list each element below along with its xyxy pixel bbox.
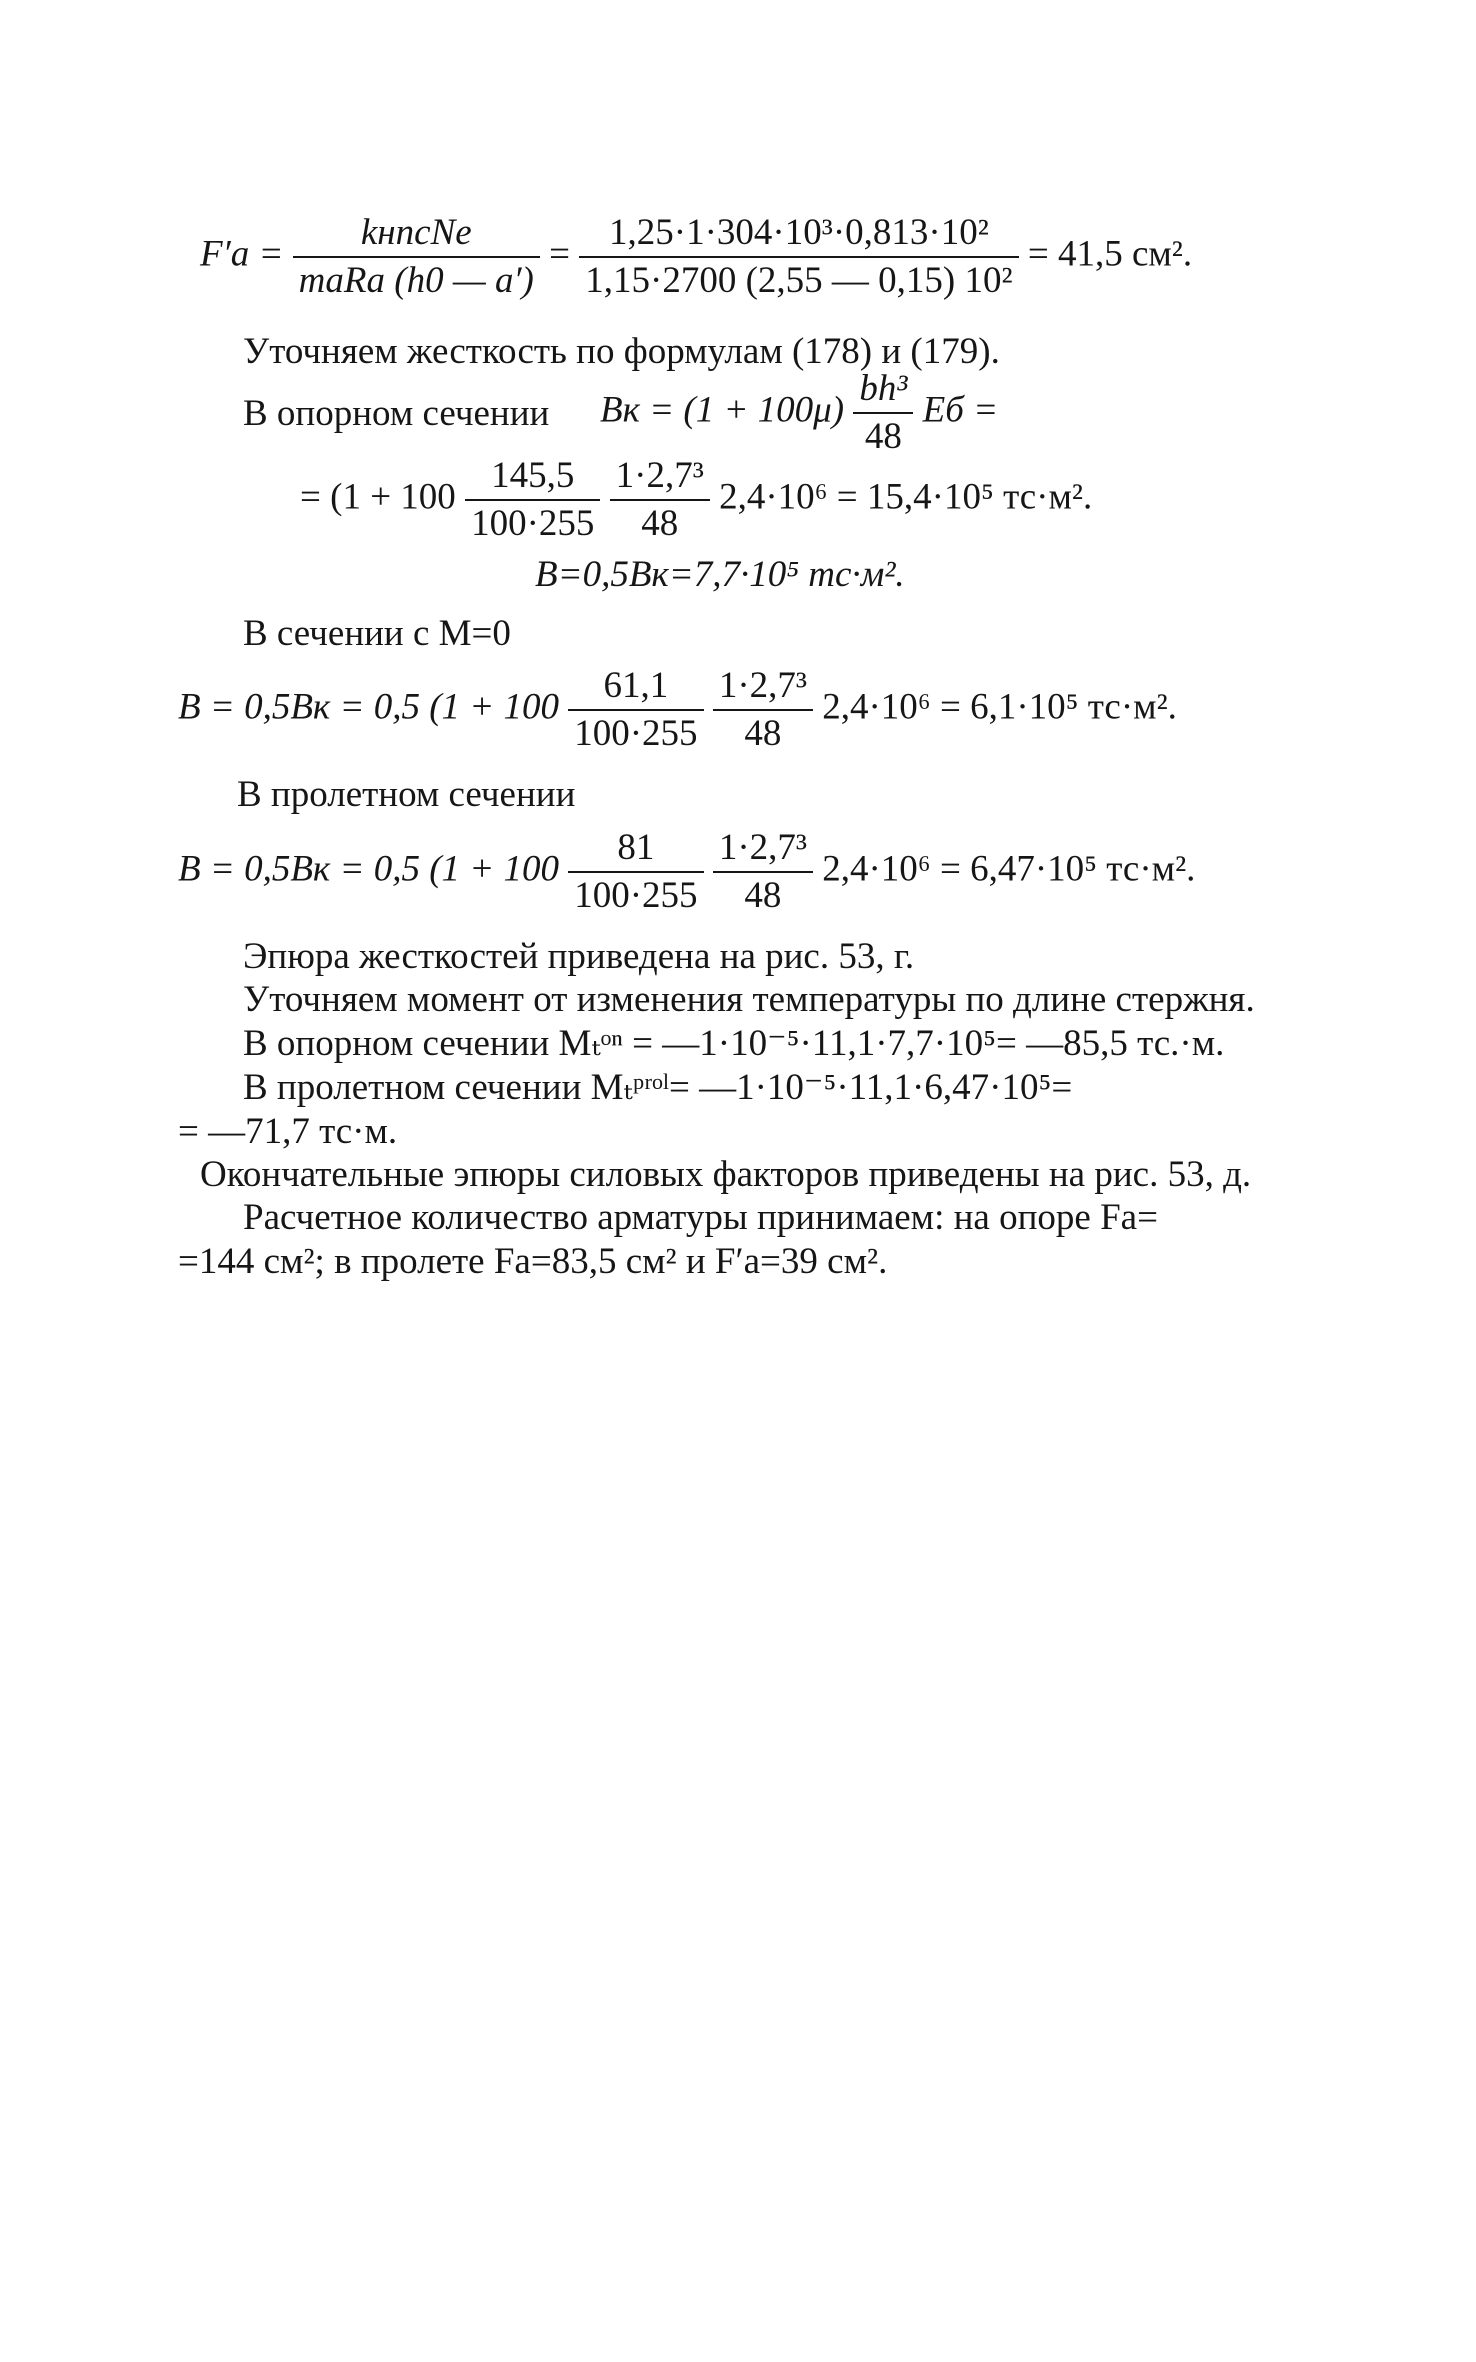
- formula-5-num-1: 61,1: [568, 665, 703, 711]
- paragraph-span-section: В пролетном сечении: [237, 774, 576, 815]
- formula-2-rhs: Eб =: [922, 389, 999, 431]
- formula-2-fraction: [853, 368, 913, 458]
- formula-3-den-1: 100·255: [471, 503, 595, 544]
- formula-1: [200, 212, 1192, 302]
- formula-5-fraction-2: [713, 665, 813, 755]
- formula-2-num: bh³: [853, 368, 913, 414]
- support-section-label: В опорном сечении: [243, 393, 550, 434]
- formula-5-num-2: 1·2,7³: [713, 665, 813, 711]
- formula-1-fraction-1: [293, 212, 540, 302]
- formula-6-fraction-2: [713, 827, 813, 917]
- formula-5-rest: 2,4·10⁶ = 6,1·10⁵ тс·м².: [822, 686, 1177, 728]
- formula-1-fraction-2: [579, 212, 1018, 302]
- paragraph-span-moment: В пролетном сечении Mₜᵖʳᵒˡ= —1·10⁻⁵·11,1·6,47·10⁵=: [243, 1067, 1073, 1108]
- formula-3-den-2: 48: [641, 503, 679, 544]
- paragraph-span-moment-result: = —71,7 тс·м.: [178, 1111, 398, 1152]
- paragraph-reinforcement: Расчетное количество арматуры принимаем: на опоре Fа=: [243, 1197, 1158, 1238]
- formula-2-den: 48: [864, 416, 902, 457]
- paragraph-support-moment: В опорном сечении Mₜᵒⁿ = —1·10⁻⁵·11,1·7,7·10⁵= —85,5 тс.·м.: [243, 1023, 1225, 1064]
- paragraph-section-m-zero: В сечении с M=0: [243, 613, 511, 654]
- formula-1-num-2: 1,25·1·304·10³·0,813·10²: [579, 212, 1018, 258]
- formula-6-fraction-1: [568, 827, 703, 917]
- formula-3-open: = (1 + 100: [300, 476, 456, 518]
- paragraph-temperature-moment: Уточняем момент от изменения температуры по длине стержня.: [243, 979, 1255, 1020]
- formula-1-num-1: kнnсNe: [293, 212, 540, 258]
- paragraph-stiffness-diagram: Эпюра жесткостей приведена на рис. 53, г.: [243, 936, 915, 977]
- formula-2-lhs: Bк = (1 + 100μ): [600, 389, 845, 431]
- formula-2: [600, 368, 998, 458]
- formula-3-rest: 2,4·10⁶ = 15,4·10⁵ тс·м².: [719, 476, 1093, 518]
- paragraph-final-diagrams: Окончательные эпюры силовых факторов приведены на рис. 53, д.: [200, 1154, 1252, 1195]
- formula-3-fraction-1: [465, 455, 600, 545]
- formula-1-lhs: F′а =: [200, 233, 284, 275]
- formula-6-num-2: 1·2,7³: [713, 827, 813, 873]
- formula-5-fraction-1: [568, 665, 703, 755]
- formula-6-lhs: B = 0,5Bк = 0,5 (1 + 100: [178, 848, 559, 890]
- formula-6-den-1: 100·255: [574, 875, 698, 916]
- formula-1-den-2: 1,15·2700 (2,55 — 0,15) 10²: [585, 260, 1013, 301]
- formula-5: [178, 665, 1177, 755]
- formula-3-num-2: 1·2,7³: [610, 455, 710, 501]
- formula-6-num-1: 81: [568, 827, 703, 873]
- formula-6-rest: 2,4·10⁶ = 6,47·10⁵ тс·м².: [822, 848, 1196, 890]
- formula-3-fraction-2: [610, 455, 710, 545]
- formula-1-eq: =: [549, 233, 571, 275]
- formula-5-lhs: B = 0,5Bк = 0,5 (1 + 100: [178, 686, 559, 728]
- formula-4: B=0,5Bк=7,7·10⁵ тс·м².: [535, 554, 905, 595]
- formula-5-den-1: 100·255: [574, 713, 698, 754]
- formula-3: [300, 455, 1092, 545]
- formula-6: [178, 827, 1195, 917]
- formula-6-den-2: 48: [744, 875, 782, 916]
- paragraph-refine-stiffness: Уточняем жесткость по формулам (178) и (179).: [243, 331, 1000, 372]
- formula-1-result: = 41,5 см².: [1027, 233, 1193, 275]
- formula-3-num-1: 145,5: [465, 455, 600, 501]
- paragraph-reinforcement-values: =144 см²; в пролете Fа=83,5 см² и F′а=39 см².: [178, 1241, 888, 1282]
- formula-5-den-2: 48: [744, 713, 782, 754]
- formula-1-den-1: maRa (h0 — a′): [298, 260, 534, 301]
